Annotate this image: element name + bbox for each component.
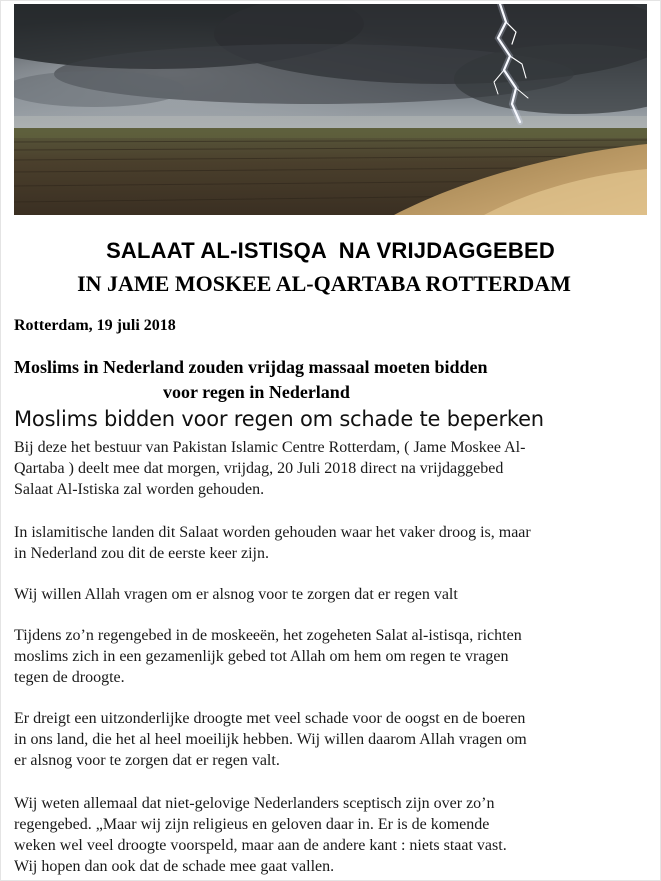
paragraph-line: in Nederland zou dit de eerste keer zijn. xyxy=(14,545,269,562)
paragraph-line: In islamitische landen dit Salaat worden gehouden waar het vaker droog is, maar xyxy=(14,524,531,541)
paragraph-line: Salaat Al-Istiska zal worden gehouden. xyxy=(14,481,265,498)
paragraph-line: in ons land, die het al heel moeilijk hebben. Wij willen daarom Allah vragen om xyxy=(14,731,527,748)
paragraph-line: Wij willen Allah vragen om er alsnog voor te zorgen dat er regen valt xyxy=(14,586,458,603)
paragraph-3 xyxy=(14,584,634,605)
paragraph-line: Tijdens zo’n regengebed in de moskeeën, het zogeheten Salat al-istisqa, richten xyxy=(14,627,522,644)
title-line-2: IN JAME MOSKEE AL-QARTABA ROTTERDAM xyxy=(77,271,571,296)
paragraph-line: Er dreigt een uitzonderlijke droogte met veel schade voor de oogst en de boeren xyxy=(14,710,526,727)
subheading-line-2: voor regen in Nederland xyxy=(163,382,350,402)
paragraph-line: regengebed. „Maar wij zijn religieus en geloven daar in. Er is de komende xyxy=(14,816,490,833)
paragraph-line: tegen de droogte. xyxy=(14,669,125,686)
paragraph-line: Wij weten allemaal dat niet-gelovige Nederlanders sceptisch zijn over zo’n xyxy=(14,795,495,812)
paragraph-5 xyxy=(14,708,634,771)
paragraph-line: moslims zich in een gezamenlijk gebed tot Allah om hem om regen te vragen xyxy=(14,648,509,665)
paragraph-2 xyxy=(14,522,634,564)
paragraph-line: Bij deze het bestuur van Pakistan Islamic Centre Rotterdam, ( Jame Moskee Al- xyxy=(14,439,526,456)
paragraph-line: Qartaba ) deelt mee dat morgen, vrijdag, 20 Juli 2018 direct na vrijdaggebed xyxy=(14,460,504,477)
paragraph-4 xyxy=(14,625,634,688)
paragraph-line: er alsnog voor te zorgen dat er regen valt. xyxy=(14,752,280,769)
paragraph-1 xyxy=(14,437,634,500)
hero-image xyxy=(14,4,647,215)
paragraph-line: Wij hopen dan ook dat de schade mee gaat vallen. xyxy=(14,858,335,875)
dateline: Rotterdam, 19 juli 2018 xyxy=(14,317,176,334)
paragraph-line: weken wel veel droogte voorspeld, maar aan de andere kant : niets staat vast. xyxy=(14,837,507,854)
storm-field-photo-icon xyxy=(14,4,647,215)
subheading-line-1: Moslims in Nederland zouden vrijdag massaal moeten bidden xyxy=(14,357,488,377)
paragraph-6 xyxy=(14,793,634,877)
title-line-1: SALAAT AL-ISTISQA NA VRIJDAGGEBED xyxy=(106,238,555,263)
headline: Moslims bidden voor regen om schade te beperken xyxy=(14,407,544,431)
